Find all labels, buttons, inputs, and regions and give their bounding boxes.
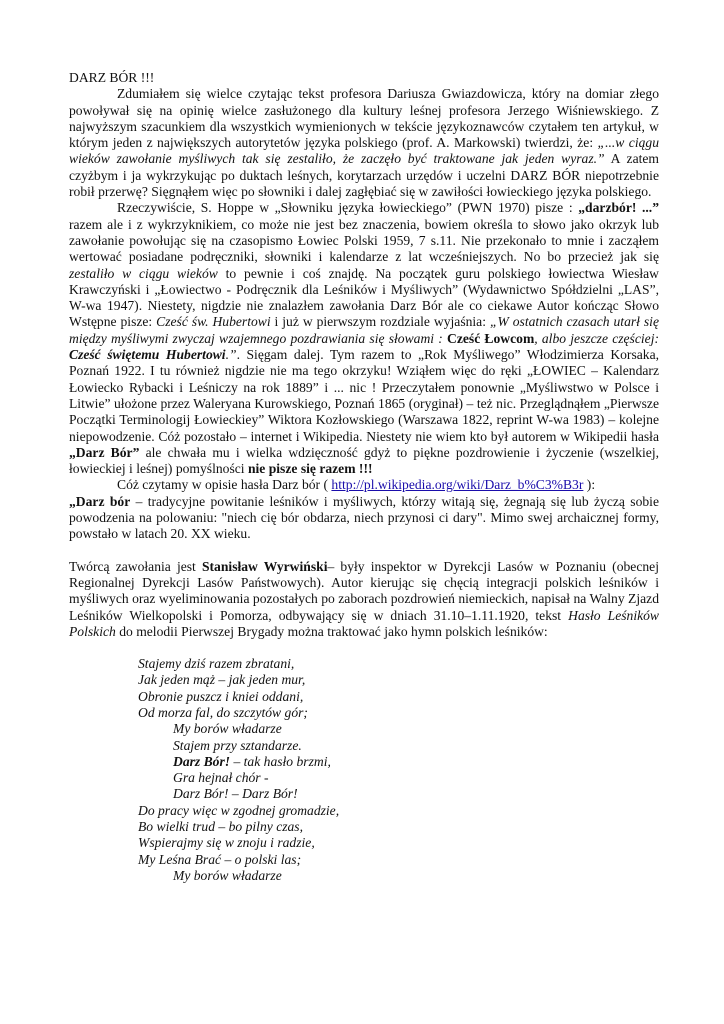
text: Cóż czytamy w opisie hasła Darz bór ( <box>117 477 332 493</box>
text: to pewnie i coś znajdę. Na początek guru polskiego łowiectwa Wiesław Krawczyński i „Łowiectwo - Podręcznik dla Leśników i Myśliwych” (Wydawnictwo Spółdzielni „LAS”, W-wa 1947). Niestety, nigdzie nie znalazłem zawołania Darz Bór ale co ciekawe Autor kończąc Słowo Wstępne pisze: <box>69 265 659 330</box>
text: A zatem czyżbym i ja wykrzykując po duktach leśnych, korytarzach urzędów i uczelni DARZ BÓR niepotrzebnie robił przerwę? Sięgnąłem więc po słowniki i dalej zagłębiać się w zawiłości łowieckiego języka polskiego. <box>69 151 659 200</box>
paragraph-4 <box>69 559 659 640</box>
text: do melodii Pierwszej Brygady można traktować jako hymn polskich leśników: <box>115 623 548 639</box>
text: ): <box>583 477 596 493</box>
poem-line: Wspierajmy się w znoju i radzie, <box>138 835 315 851</box>
text: – były inspektor w Dyrekcji Lasów w Poznaniu (obecnej Regionalnej Dyrekcji Lasów Państwowych). Autor kierując się chęcią integracji polskich leśników i myśliwych oraz wyeliminowania pozostałych po zaborach pozdrowień niemieckich, napisał na Walny Zjazd Leśników Wielkopolski i Pomorza, odbywający się w dniach 31.10–1.11.1920, tekst <box>69 558 659 623</box>
poem-line: My borów władarze <box>173 721 282 737</box>
paragraph-3 <box>69 477 659 493</box>
quote-end: .” <box>225 347 237 363</box>
text: i już w pierwszym rozdziale wyjaśnia: <box>270 314 490 330</box>
text: Zdumiałem się wielce czytając tekst profesora Dariusza Gwiazdowicza, który na domiar złego powoływał się na opinię wielce zasłużonego dla kultury leśnej profesora Jerzego Wiśniewskiego. Z najwyższym szacunkiem dla wszystkich wymienionych w tekście językoznawców czytałem ten artykuł, w którym jeden z największych autorytetów języka polskiego (prof. A. Markowski) twierdzi, że: <box>69 86 659 151</box>
poem-line: Darz Bór! – Darz Bór! <box>173 786 298 802</box>
hymn-poem <box>69 656 659 884</box>
text: Rzeczywiście, S. Hoppe w „Słowniku języka łowieckiego” (PWN 1970) pisze : <box>117 200 579 216</box>
paragraph-1 <box>69 86 659 200</box>
poem-text: – tak hasło brzmi, <box>230 753 331 769</box>
quote-markowski: „...w ciągu wieków zawołanie myśliwych tak się zestaliło, że zaczęło być traktowane jak jeden wyraz.” <box>69 135 660 167</box>
poem-line: Stajem przy sztandarze. <box>173 737 302 753</box>
term-darz-bor: „Darz Bór” <box>69 444 140 460</box>
poem-line: Bo wielki trud – bo pilny czas, <box>138 819 303 835</box>
emphasis-nie-pisze: nie pisze się razem !!! <box>247 461 373 477</box>
phrase-czesc-hubertowi: Cześć św. Hubertowi <box>156 314 271 330</box>
poem-line <box>138 754 659 770</box>
paragraph-2 <box>69 200 659 477</box>
phrase-zestalilo: zestaliło w ciągu wieków <box>69 265 218 281</box>
text: – tradycyjne powitanie leśników i myśliwych, którzy witają się, żegnają się lub życzą sobie powodzenia na polowaniu: "niech cię bór obdarza, niech przynosi ci dary". Mimo swej archaicznej formy, powstało w latach 20. XX wieku. <box>69 493 659 542</box>
phrase-czesc-lowcom: Cześć Łowcom <box>447 330 535 346</box>
text: ale chwała mu i wielka wdzięczność gdyż to piękne pozdrowienie i życzenie (wszelkiej, łowieckiej i leśnej) pomyślności <box>69 444 659 477</box>
poem-line: Jak jeden mąż – jak jeden mur, <box>138 672 306 688</box>
poem-line: My Leśna Brać – o polski las; <box>138 851 302 867</box>
paragraph-3-definition <box>69 494 659 543</box>
phrase-czesc-swietemu-hubertowi: Cześć świętemu Hubertowi <box>69 347 226 363</box>
text: . Sięgam dalej. Tym razem to „Rok Myśliwego” Włodzimierza Korsaka, Poznań 1922. I tu również nigdzie nie ma tego okrzyku! Wziąłem więc do ręki „ŁOWIEC – Kalendarz Łowiecko Rybacki i Leśniczy na rok 1889” i ... nic ! Przeczytałem ponownie „Myśliwstwo w Polsce i Litwie” ułożone przez Waleryana Kurowskiego, Poznań 1865 (oryginał) – też nic. Przeglądnąłem „Pierwsze Początki Terminologij Łowieckiey” Wiktora Kozłowskiego (Warszawa 1822, reprint W-wa 1983) – kolejne niepowodzenie. Cóż pozostało – internet i Wikipedia. Niestety nie wiem kto był autorem w Wikipedii hasła <box>69 347 660 444</box>
document-title: DARZ BÓR !!! <box>69 70 155 85</box>
poem-line: Stajemy dziś razem zbratani, <box>138 656 295 672</box>
quote-krawczynski-cont: , albo jeszcze częściej: <box>534 330 659 346</box>
term-darzbor: „darzbór! ...” <box>578 200 660 216</box>
text: Twórcą zawołania jest <box>69 558 202 574</box>
poem-line: Do pracy więc w zgodnej gromadzie, <box>138 802 340 818</box>
wikipedia-link[interactable]: http://pl.wikipedia.org/wiki/Darz_b%C3%B3r <box>331 477 584 493</box>
hymn-title: Hasło Leśników Polskich <box>69 607 659 639</box>
author-name: Stanisław Wyrwiński <box>201 558 328 574</box>
quote-krawczynski: „W ostatnich czasach utarł się między myśliwymi zwyczaj wzajemnego pozdrawiania się słowami : <box>69 314 659 346</box>
poem-line: My borów władarze <box>173 867 282 883</box>
poem-line: Obronie puszcz i kniei oddani, <box>138 688 304 704</box>
document-page <box>69 70 659 884</box>
poem-line: Gra hejnał chór - <box>173 770 269 786</box>
poem-line: Od morza fal, do szczytów gór; <box>138 704 308 720</box>
term-darz-bor-def: „Darz bór <box>69 493 131 509</box>
poem-darz-bor: Darz Bór! <box>173 753 231 769</box>
text: razem ale i z wykrzyknikiem, co może nie jest bez znaczenia, bowiem określa to słowo jako okrzyk lub zawołanie powołując się na czasopismo Łowiec Polski 1959, 7 s.11. Nie przekonało to mnie i zacząłem wertować posiadane podręczniki, słowniki i kalendarze z lat wcześniejszych. No bo przecież jak się <box>69 216 659 265</box>
